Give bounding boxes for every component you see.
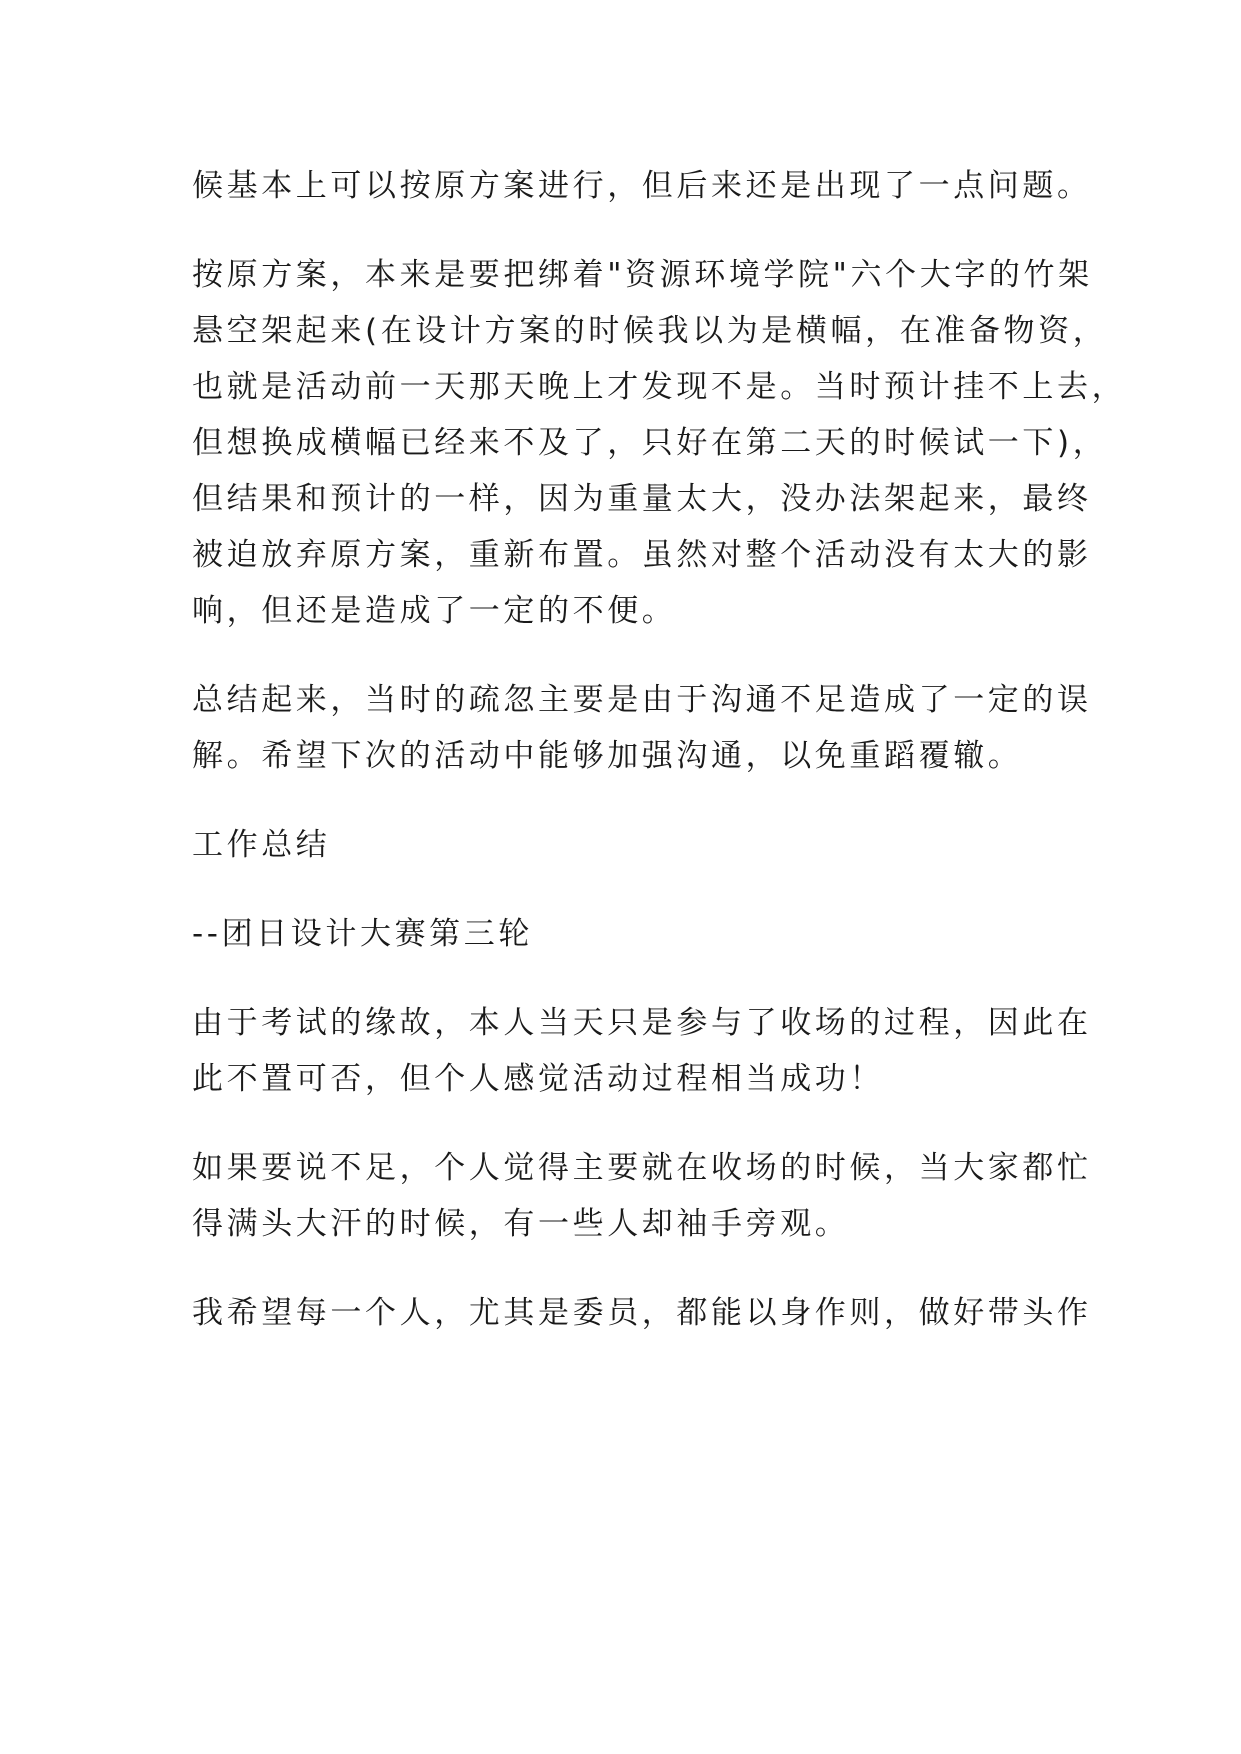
paragraph-line: 被迫放弃原方案，重新布置。虽然对整个活动没有太大的影 [192, 537, 1092, 573]
paragraph-line: 解。希望下次的活动中能够加强沟通，以免重蹈覆辙。 [192, 738, 1023, 774]
paragraph-line: 但想换成横幅已经来不及了，只好在第二天的时候试一下)， [192, 425, 1108, 461]
paragraph-line: 由于考试的缘故，本人当天只是参与了收场的过程，因此在 [192, 1005, 1092, 1041]
section-subtitle: --团日设计大赛第三轮 [192, 916, 533, 952]
paragraph-line: 但结果和预计的一样，因为重量太大，没办法架起来，最终 [192, 481, 1092, 517]
paragraph-line: 按原方案，本来是要把绑着"资源环境学院"六个大字的竹架 [192, 257, 1093, 293]
paragraph-line: 如果要说不足，个人觉得主要就在收场的时候，当大家都忙 [192, 1150, 1092, 1186]
paragraph-line: 候基本上可以按原方案进行，但后来还是出现了一点问题。 [192, 168, 1092, 204]
paragraph-line: 得满头大汗的时候，有一些人却袖手旁观。 [192, 1206, 850, 1242]
paragraph-line: 此不置可否，但个人感觉活动过程相当成功！ [192, 1061, 884, 1097]
paragraph-line: 也就是活动前一天那天晚上才发现不是。当时预计挂不上去， [192, 369, 1127, 405]
paragraph-line: 响，但还是造成了一定的不便。 [192, 593, 677, 629]
paragraph-line: 悬空架起来(在设计方案的时候我以为是横幅，在准备物资， [192, 313, 1108, 349]
paragraph-line: 我希望每一个人，尤其是委员，都能以身作则，做好带头作 [192, 1295, 1092, 1331]
paragraph-line: 总结起来，当时的疏忽主要是由于沟通不足造成了一定的误 [192, 682, 1092, 718]
section-title: 工作总结 [192, 827, 331, 863]
